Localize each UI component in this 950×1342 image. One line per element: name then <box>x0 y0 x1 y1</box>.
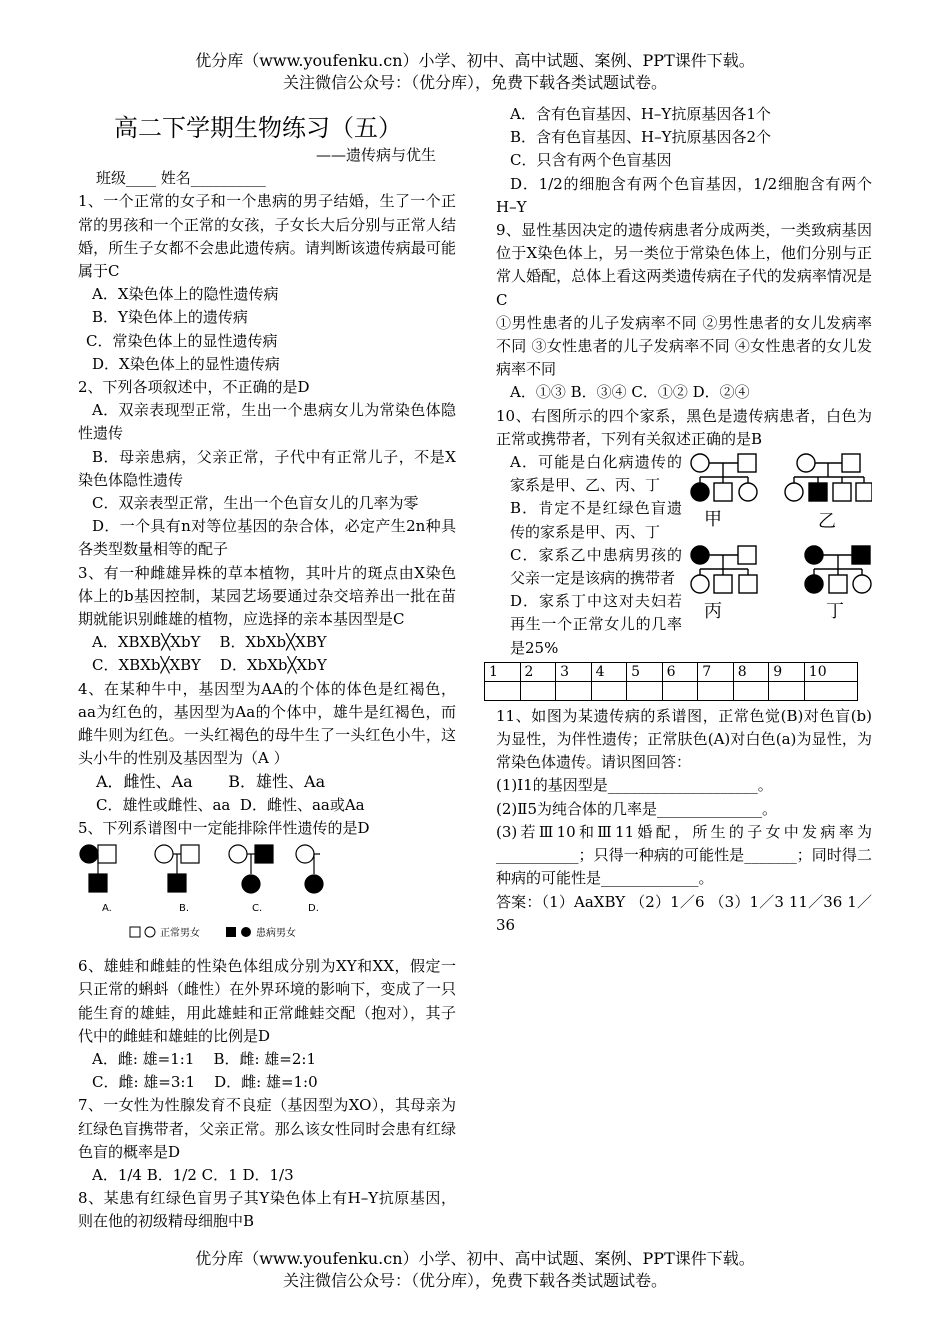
q10-option-a: A．可能是白化病遗传的家系是甲、乙、丙、丁 <box>510 453 682 495</box>
answer-table-blank-row <box>485 681 858 700</box>
q10-option-b: B．肯定不是红绿色盲遗传的家系是甲、丙、丁 <box>510 499 682 541</box>
left-column <box>78 112 456 1234</box>
q10-jia-mother <box>691 454 709 472</box>
q5-c-mother <box>229 845 247 863</box>
q10-bing-child-3 <box>739 575 757 593</box>
q10-bing-child-2 <box>714 575 732 593</box>
q4-option-b: B．雄性、Aa <box>228 772 326 792</box>
answer-blank[interactable] <box>769 681 805 700</box>
q3-option-a: A．XBXB╳XbY <box>92 633 201 652</box>
q10-jia-child-2 <box>714 483 732 501</box>
q8-option-b: B．含有色盲基因、H–Y抗原基因各2个 <box>510 128 772 147</box>
q10-bing-father <box>738 546 756 564</box>
q11-stem: 11、如图为某遗传病的系谱图，正常色觉(B)对色盲(b)为显性，为伴性遗传；正常肤色(A)对白色(a)为显性，为常染色体遗传。请识图回答： <box>496 706 872 772</box>
q4-option-d: D．雌性、aa或Aa <box>239 795 365 814</box>
q11-part-2: (2)Ⅱ5为纯合体的几率是______________。 <box>496 799 777 818</box>
q9-items: ①男性患者的儿子发病率不同 ②男性患者的女儿发病率不同 ③女性患者的儿子发病率不同 ④女性患者的女儿发病率不同 <box>496 313 872 379</box>
q6-option-c: C．雌: 雄=3:1 <box>92 1073 196 1092</box>
q11-part-1: (1)Ⅰ1的基因型是____________________。 <box>496 776 773 795</box>
q5-legend-normal-text: 正常男女 <box>160 928 200 940</box>
answer-cell-5: 5 <box>627 662 663 681</box>
q2-option-b: B．母亲患病，父亲正常，子代中有正常儿子，不是X染色体隐性遗传 <box>78 447 456 489</box>
q10-jia-child-3 <box>739 483 757 501</box>
q10-bing-mother <box>691 546 709 564</box>
answer-cell-6: 6 <box>662 662 698 681</box>
q5-legend-normal-female <box>145 927 155 937</box>
q10-yi-child-3 <box>833 483 851 501</box>
q5-b-mother <box>155 845 173 863</box>
q7-stem: 7、一女性为性腺发育不良症（基因型为XO），其母亲为红绿色盲携带者，父亲正常。那么该女性同时会患有红绿色盲的概率是D <box>78 1096 456 1161</box>
q5-a-father <box>98 845 116 863</box>
q6-option-b: B．雌: 雄=2:1 <box>213 1049 317 1068</box>
q10-option-c: C．家系乙中患病男孩的父亲一定是该病的携带者 <box>510 545 682 588</box>
q10-ding-child-1 <box>805 575 823 593</box>
right-column <box>489 103 872 937</box>
q10-bing-child-1 <box>691 575 709 593</box>
q10-yi-child-1 <box>785 483 803 501</box>
q5-b-child <box>168 874 186 892</box>
q3-option-c: C．XBXb╳XBY <box>92 656 201 675</box>
q10-yi-mother <box>797 454 815 472</box>
q5-b-father <box>181 845 199 863</box>
q10-stem: 10、右图所示的四个家系，黑色是遗传病患者，白色为正常或携带者，下列有关叙述正确的是B <box>496 406 872 448</box>
q3-option-b: B．XbXb╳XBY <box>219 633 327 652</box>
answer-blank[interactable] <box>662 681 698 700</box>
q10-yi-father <box>842 454 860 472</box>
answer-cell-4: 4 <box>591 662 627 681</box>
q2-option-d: D．一个具有n对等位基因的杂合体，必定产生2n种具各类型数量相等的配子 <box>78 517 456 559</box>
q5-label-c: C. <box>252 903 263 915</box>
q1-option-a: A．X染色体上的隐性遗传病 <box>92 285 279 304</box>
q1-option-d: D．X染色体上的显性遗传病 <box>92 354 280 373</box>
q11-part-3: (3)若Ⅲ10和Ⅲ11婚配，所生的子女中发病率为___________；只得一种病的可能性是_______；同时得二种病的可能性是_____________。 <box>496 822 872 888</box>
q10-label-jia: 甲 <box>704 509 722 531</box>
q10-ding-mother <box>805 546 823 564</box>
q5-c-father <box>255 845 273 863</box>
page-footer <box>0 1248 950 1292</box>
q10-ding-child-2 <box>829 575 847 593</box>
answer-cell-8: 8 <box>733 662 769 681</box>
q6-options-cd <box>78 1071 456 1094</box>
answer-blank[interactable] <box>485 681 521 700</box>
answer-blank[interactable] <box>627 681 663 700</box>
header-line-1: 优分库（www.youfenku.cn）小学、初中、高中试题、案例、PPT课件下载。 <box>195 51 755 70</box>
doc-title: 高二下学期生物练习（五） <box>114 114 402 142</box>
q8-stem: 8、某患有红绿色盲男子其Y染色体上有H–Y抗原基因，则在他的初级精母细胞中B <box>78 1189 456 1231</box>
q11-answer: 答案：（1）AaXBY （2）1／6 （3）1／3 11／36 1／36 <box>496 892 872 934</box>
q10-label-ding: 丁 <box>826 601 844 623</box>
header-line-2: 关注微信公众号：（优分库），免费下载各类试题试卷。 <box>282 73 667 92</box>
answer-cell-10: 10 <box>804 662 857 681</box>
q4-stem: 4、在某种牛中，基因型为AA的个体的体色是红褐色，aa为红色的，基因型为Aa的个体中，雄牛是红褐色，而雌牛则为红色。一头红褐色的母牛生了一头红色小牛，这头小牛的性别及基因型为（A ） <box>78 679 456 768</box>
q9-stem: 9、显性基因决定的遗传病患者分成两类，一类致病基因位于X染色体上，另一类位于常染色体上，他们分别与正常人婚配，总体上看这两类遗传病在子代的发病率情况是C <box>496 221 872 309</box>
answer-blank[interactable] <box>591 681 627 700</box>
q1-stem: 1、一个正常的女子和一个患病的男子结婚，生了一个正常的男孩和一个正常的女孩，子女长大后分别与正常人结婚，所生子女都不会患此遗传病。请判断该遗传病最可能属于C <box>78 192 456 281</box>
answer-blank[interactable] <box>733 681 769 700</box>
class-name-line: 班级____ 姓名__________ <box>96 169 266 188</box>
answer-cell-3: 3 <box>556 662 592 681</box>
answer-blank[interactable] <box>804 681 857 700</box>
q2-option-a: A．双亲表现型正常，生出一个患病女儿为常染色体隐性遗传 <box>78 401 456 443</box>
answer-blank[interactable] <box>520 681 556 700</box>
q5-legend-affected-male <box>226 927 236 937</box>
q5-pedigree-figure <box>78 842 328 945</box>
q6-option-a: A．雌: 雄=1:1 <box>92 1049 195 1068</box>
answer-table <box>484 662 858 701</box>
q10-ding-child-3 <box>853 575 871 593</box>
answer-cell-9: 9 <box>769 662 805 681</box>
q10-option-d: D．家系丁中这对夫妇若再生一个正常女儿的几率是25% <box>510 592 682 657</box>
q5-label-b: B. <box>179 903 190 915</box>
q5-stem: 5、下列系谱图中一定能排除伴性遗传的是D <box>78 818 370 837</box>
q4-options-cd <box>78 794 456 817</box>
q4-option-a: A．雌性、Aa <box>96 772 193 792</box>
q5-legend-normal-male <box>130 927 140 937</box>
q6-option-d: D．雌: 雄=1:0 <box>214 1073 318 1092</box>
q5-label-a: A. <box>102 903 112 915</box>
q8-option-c: C．只含有两个色盲基因 <box>510 151 672 170</box>
footer-line-2: 关注微信公众号：（优分库），免费下载各类试题试卷。 <box>282 1271 667 1290</box>
q5-c-child <box>242 875 260 893</box>
q10-family-figure <box>686 451 872 637</box>
doc-subtitle: ——遗传病与优生 <box>315 146 436 164</box>
answer-cell-2: 2 <box>520 662 556 681</box>
answer-cell-7: 7 <box>698 662 734 681</box>
footer-line-1: 优分库（www.youfenku.cn）小学、初中、高中试题、案例、PPT课件下载。 <box>195 1249 755 1268</box>
q5-d-mother <box>296 845 314 863</box>
q8-option-d: D．1/2的细胞含有两个色盲基因，1/2细胞含有两个H–Y <box>496 174 872 216</box>
q5-d-child <box>305 875 323 893</box>
q5-legend-affected-text: 患病男女 <box>256 928 296 940</box>
q1-option-b: B．Y染色体上的遗传病 <box>92 308 248 327</box>
q10-jia-father <box>738 454 756 472</box>
q10-block <box>496 451 872 660</box>
q10-label-bing: 丙 <box>704 601 722 623</box>
q6-options-ab <box>78 1048 456 1071</box>
q6-stem: 6、雄蛙和雌蛙的性染色体组成分别为XY和XX，假定一只正常的蝌蚪（雌性）在外界环境的影响下，变成了一只能生育的雄蛙，用此雄蛙和正常雌蛙交配（抱对），其子代中的雌蛙和雄蛙的比例是D <box>78 957 456 1045</box>
q3-options-ab <box>78 631 456 654</box>
q3-stem: 3、有一种雌雄异株的草本植物，其叶片的斑点由X染色体上的b基因控制，某园艺场要通过杂交培养出一批在苗期就能识别雌雄的植物，应选择的亲本基因型是C <box>78 563 456 629</box>
answer-cell-1: 1 <box>485 662 521 681</box>
page-header <box>0 50 950 94</box>
q5-label-d: D. <box>308 903 319 915</box>
q5-a-mother <box>80 845 98 863</box>
q8-option-a: A．含有色盲基因、H–Y抗原基因各1个 <box>510 105 771 123</box>
q3-options-cd <box>78 654 456 677</box>
answer-table-header-row <box>485 662 858 681</box>
q7-options: A．1/4 B．1/2 C．1 D．1/3 <box>92 1165 294 1184</box>
q10-ding-father <box>852 546 870 564</box>
q3-option-d: D．XbXb╳XbY <box>219 656 327 675</box>
q5-a-child <box>89 874 107 892</box>
q10-yi-child-4 <box>856 483 872 501</box>
q10-yi-child-2 <box>809 483 827 501</box>
q10-jia-child-1 <box>691 483 709 501</box>
q4-options-ab <box>78 770 456 793</box>
q2-stem: 2、下列各项叙述中，不正确的是D <box>78 378 310 397</box>
q10-label-yi: 乙 <box>818 511 836 533</box>
q5-legend-affected-female <box>241 927 251 937</box>
q4-option-c: C．雄性或雌性、aa <box>96 795 231 814</box>
q2-option-c: C．双亲表型正常，生出一个色盲女儿的几率为零 <box>92 494 419 513</box>
q9-options: A．①③ B．③④ C．①② D．②④ <box>510 383 750 402</box>
answer-blank[interactable] <box>556 681 592 700</box>
q1-option-c: C．常染色体上的显性遗传病 <box>86 331 278 350</box>
answer-blank[interactable] <box>698 681 734 700</box>
